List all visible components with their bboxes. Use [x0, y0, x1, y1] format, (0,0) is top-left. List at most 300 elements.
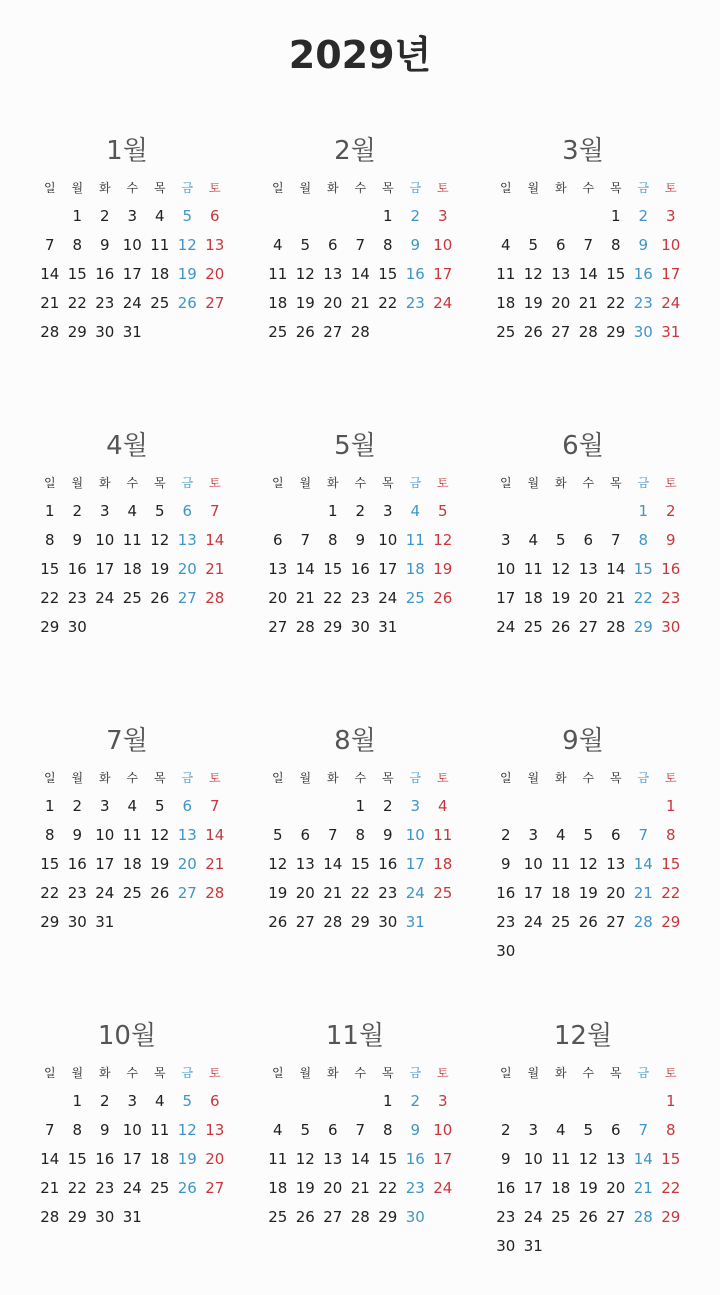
day-cell: 21 [350, 294, 370, 312]
day-cell: 19 [268, 884, 288, 902]
day-cell: 21 [350, 1179, 370, 1197]
day-cell: 27 [177, 884, 197, 902]
day-cell: 21 [205, 855, 225, 873]
weekday-header: 화 [98, 476, 111, 490]
weekday-header: 금 [637, 771, 650, 785]
day-cell: 21 [633, 1179, 653, 1197]
day-cell: 10 [122, 1121, 142, 1139]
weekday-header: 일 [43, 771, 56, 785]
day-cell: 5 [272, 826, 283, 844]
day-cell: 21 [205, 560, 225, 578]
day-cell: 25 [405, 589, 425, 607]
day-cell: 28 [606, 618, 626, 636]
day-cell: 11 [150, 1121, 170, 1139]
weekday-header: 토 [208, 1066, 221, 1080]
day-cell: 29 [350, 913, 370, 931]
weekday-header: 토 [436, 476, 449, 490]
day-cell: 17 [661, 265, 681, 283]
day-cell: 1 [665, 1092, 676, 1110]
day-cell: 13 [177, 826, 197, 844]
day-cell: 14 [205, 826, 225, 844]
weekday-header: 금 [409, 476, 422, 490]
day-cell: 4 [154, 207, 165, 225]
day-cell: 14 [578, 265, 598, 283]
day-cell: 12 [578, 1150, 598, 1168]
day-cell: 20 [205, 1150, 225, 1168]
day-cell: 23 [661, 589, 681, 607]
day-cell: 16 [405, 1150, 425, 1168]
day-cell: 3 [500, 531, 511, 549]
day-cell: 12 [268, 855, 288, 873]
day-cell: 6 [209, 207, 220, 225]
day-cell: 31 [405, 913, 425, 931]
day-cell: 11 [150, 236, 170, 254]
day-cell: 9 [72, 826, 83, 844]
day-cell: 28 [323, 913, 343, 931]
day-cell: 2 [665, 502, 676, 520]
day-cell: 3 [127, 1092, 138, 1110]
day-cell: 28 [205, 884, 225, 902]
weekday-header: 수 [126, 771, 139, 785]
day-cell: 2 [72, 502, 83, 520]
day-cell: 3 [382, 502, 393, 520]
day-cell: 6 [327, 1121, 338, 1139]
weekday-header: 일 [271, 181, 284, 195]
weekday-header: 수 [126, 476, 139, 490]
day-cell: 21 [606, 589, 626, 607]
weekday-header: 화 [554, 181, 567, 195]
weekday-header: 수 [126, 181, 139, 195]
day-cell: 15 [40, 855, 60, 873]
day-cell: 20 [578, 589, 598, 607]
day-cell: 25 [268, 323, 288, 341]
day-cell: 7 [44, 236, 55, 254]
day-cell: 31 [122, 323, 142, 341]
day-cell: 11 [268, 265, 288, 283]
day-cell: 27 [578, 618, 598, 636]
weekday-header: 토 [208, 181, 221, 195]
day-cell: 12 [433, 531, 453, 549]
weekday-header: 목 [381, 476, 394, 490]
day-cell: 7 [638, 1121, 649, 1139]
day-cell: 6 [209, 1092, 220, 1110]
day-cell: 11 [551, 1150, 571, 1168]
day-cell: 30 [67, 913, 87, 931]
weekday-header: 일 [499, 476, 512, 490]
day-cell: 6 [300, 826, 311, 844]
day-cell: 13 [323, 265, 343, 283]
weekday-header: 일 [271, 476, 284, 490]
day-cell: 11 [496, 265, 516, 283]
day-cell: 25 [150, 294, 170, 312]
weekday-header: 목 [609, 181, 622, 195]
day-cell: 19 [295, 294, 315, 312]
month-title: 11월 [325, 1021, 385, 1051]
day-cell: 4 [272, 1121, 283, 1139]
day-cell: 2 [500, 1121, 511, 1139]
day-cell: 30 [633, 323, 653, 341]
day-cell: 22 [40, 589, 60, 607]
day-cell: 26 [150, 884, 170, 902]
day-cell: 4 [410, 502, 421, 520]
day-cell: 18 [268, 294, 288, 312]
day-cell: 18 [551, 1179, 571, 1197]
weekday-header: 금 [181, 476, 194, 490]
day-cell: 28 [633, 1208, 653, 1226]
day-cell: 6 [182, 502, 193, 520]
day-cell: 4 [528, 531, 539, 549]
day-cell: 28 [578, 323, 598, 341]
day-cell: 25 [551, 913, 571, 931]
day-cell: 7 [610, 531, 621, 549]
weekday-header: 금 [637, 181, 650, 195]
day-cell: 2 [355, 502, 366, 520]
weekday-header: 화 [554, 1066, 567, 1080]
weekday-header: 월 [299, 476, 312, 490]
day-cell: 1 [44, 797, 55, 815]
day-cell: 30 [378, 913, 398, 931]
day-cell: 9 [99, 1121, 110, 1139]
day-cell: 25 [122, 884, 142, 902]
day-cell: 2 [638, 207, 649, 225]
day-cell: 15 [40, 560, 60, 578]
day-cell: 9 [500, 1150, 511, 1168]
day-cell: 29 [661, 1208, 681, 1226]
month-title: 9월 [562, 726, 604, 756]
day-cell: 11 [551, 855, 571, 873]
weekday-header: 토 [208, 476, 221, 490]
day-cell: 17 [523, 1179, 543, 1197]
day-cell: 23 [378, 884, 398, 902]
day-cell: 13 [295, 855, 315, 873]
day-cell: 12 [295, 265, 315, 283]
day-cell: 19 [578, 1179, 598, 1197]
day-cell: 10 [496, 560, 516, 578]
day-cell: 23 [95, 294, 115, 312]
day-cell: 14 [350, 265, 370, 283]
day-cell: 25 [122, 589, 142, 607]
day-cell: 19 [523, 294, 543, 312]
day-cell: 7 [355, 1121, 366, 1139]
day-cell: 22 [40, 884, 60, 902]
day-cell: 27 [295, 913, 315, 931]
day-cell: 7 [355, 236, 366, 254]
day-cell: 26 [295, 323, 315, 341]
day-cell: 9 [500, 855, 511, 873]
day-cell: 5 [528, 236, 539, 254]
day-cell: 30 [496, 1237, 516, 1255]
day-cell: 23 [405, 1179, 425, 1197]
day-cell: 25 [150, 1179, 170, 1197]
day-cell: 24 [523, 913, 543, 931]
day-cell: 17 [95, 560, 115, 578]
day-cell: 29 [67, 323, 87, 341]
weekday-header: 토 [436, 771, 449, 785]
day-cell: 30 [350, 618, 370, 636]
day-cell: 21 [578, 294, 598, 312]
day-cell: 31 [122, 1208, 142, 1226]
weekday-header: 월 [71, 1066, 84, 1080]
day-cell: 27 [323, 323, 343, 341]
day-cell: 19 [150, 855, 170, 873]
day-cell: 5 [182, 1092, 193, 1110]
weekday-header: 목 [381, 771, 394, 785]
weekday-header: 금 [409, 1066, 422, 1080]
weekday-header: 수 [582, 476, 595, 490]
day-cell: 31 [95, 913, 115, 931]
day-cell: 29 [606, 323, 626, 341]
day-cell: 20 [205, 265, 225, 283]
day-cell: 30 [496, 942, 516, 960]
day-cell: 1 [610, 207, 621, 225]
day-cell: 26 [177, 1179, 197, 1197]
day-cell: 23 [496, 913, 516, 931]
weekday-header: 화 [326, 1066, 339, 1080]
day-cell: 26 [578, 913, 598, 931]
day-cell: 25 [496, 323, 516, 341]
day-cell: 31 [378, 618, 398, 636]
day-cell: 21 [633, 884, 653, 902]
month-title: 6월 [562, 431, 604, 461]
weekday-header: 일 [499, 1066, 512, 1080]
day-cell: 16 [496, 1179, 516, 1197]
day-cell: 1 [638, 502, 649, 520]
day-cell: 17 [433, 1150, 453, 1168]
weekday-header: 금 [637, 476, 650, 490]
day-cell: 26 [150, 589, 170, 607]
day-cell: 10 [95, 531, 115, 549]
day-cell: 4 [127, 502, 138, 520]
day-cell: 13 [578, 560, 598, 578]
day-cell: 18 [150, 1150, 170, 1168]
day-cell: 22 [661, 884, 681, 902]
day-cell: 14 [350, 1150, 370, 1168]
day-cell: 15 [378, 1150, 398, 1168]
day-cell: 16 [350, 560, 370, 578]
weekday-header: 일 [271, 771, 284, 785]
day-cell: 24 [661, 294, 681, 312]
day-cell: 8 [638, 531, 649, 549]
day-cell: 17 [378, 560, 398, 578]
weekday-header: 목 [381, 181, 394, 195]
day-cell: 11 [122, 826, 142, 844]
day-cell: 15 [633, 560, 653, 578]
day-cell: 3 [99, 797, 110, 815]
day-cell: 11 [122, 531, 142, 549]
day-cell: 9 [382, 826, 393, 844]
day-cell: 10 [95, 826, 115, 844]
weekday-header: 일 [499, 771, 512, 785]
day-cell: 15 [67, 1150, 87, 1168]
month-title: 10월 [97, 1021, 157, 1051]
day-cell: 9 [665, 531, 676, 549]
day-cell: 9 [410, 236, 421, 254]
weekday-header: 월 [71, 476, 84, 490]
day-cell: 26 [295, 1208, 315, 1226]
day-cell: 11 [523, 560, 543, 578]
day-cell: 29 [40, 618, 60, 636]
day-cell: 20 [606, 884, 626, 902]
day-cell: 15 [350, 855, 370, 873]
day-cell: 28 [350, 323, 370, 341]
day-cell: 28 [633, 913, 653, 931]
day-cell: 16 [633, 265, 653, 283]
day-cell: 25 [268, 1208, 288, 1226]
day-cell: 3 [528, 1121, 539, 1139]
day-cell: 3 [528, 826, 539, 844]
day-cell: 11 [405, 531, 425, 549]
day-cell: 18 [122, 560, 142, 578]
day-cell: 14 [295, 560, 315, 578]
weekday-header: 수 [354, 181, 367, 195]
day-cell: 30 [95, 323, 115, 341]
day-cell: 1 [665, 797, 676, 815]
day-cell: 3 [437, 207, 448, 225]
day-cell: 6 [272, 531, 283, 549]
day-cell: 29 [323, 618, 343, 636]
day-cell: 1 [355, 797, 366, 815]
day-cell: 1 [327, 502, 338, 520]
weekday-header: 일 [43, 1066, 56, 1080]
day-cell: 25 [551, 1208, 571, 1226]
weekday-header: 토 [664, 476, 677, 490]
day-cell: 2 [410, 207, 421, 225]
day-cell: 24 [122, 1179, 142, 1197]
day-cell: 5 [300, 1121, 311, 1139]
day-cell: 24 [433, 294, 453, 312]
day-cell: 18 [523, 589, 543, 607]
day-cell: 20 [323, 1179, 343, 1197]
day-cell: 27 [205, 1179, 225, 1197]
day-cell: 6 [610, 826, 621, 844]
weekday-header: 화 [326, 476, 339, 490]
weekday-header: 수 [354, 476, 367, 490]
day-cell: 15 [323, 560, 343, 578]
day-cell: 6 [555, 236, 566, 254]
weekday-header: 목 [609, 476, 622, 490]
weekday-header: 화 [98, 771, 111, 785]
weekday-header: 월 [299, 771, 312, 785]
day-cell: 10 [433, 1121, 453, 1139]
day-cell: 8 [44, 531, 55, 549]
day-cell: 28 [350, 1208, 370, 1226]
day-cell: 12 [295, 1150, 315, 1168]
day-cell: 12 [578, 855, 598, 873]
weekday-header: 토 [664, 1066, 677, 1080]
weekday-header: 일 [499, 181, 512, 195]
day-cell: 16 [95, 1150, 115, 1168]
day-cell: 12 [177, 236, 197, 254]
day-cell: 1 [72, 207, 83, 225]
day-cell: 5 [154, 502, 165, 520]
day-cell: 9 [638, 236, 649, 254]
day-cell: 22 [67, 294, 87, 312]
weekday-header: 목 [381, 1066, 394, 1080]
day-cell: 11 [268, 1150, 288, 1168]
day-cell: 28 [40, 1208, 60, 1226]
day-cell: 6 [182, 797, 193, 815]
month-title: 12월 [553, 1021, 613, 1051]
weekday-header: 목 [153, 1066, 166, 1080]
day-cell: 2 [410, 1092, 421, 1110]
weekday-header: 월 [527, 1066, 540, 1080]
day-cell: 10 [523, 1150, 543, 1168]
day-cell: 19 [177, 265, 197, 283]
day-cell: 27 [551, 323, 571, 341]
weekday-header: 금 [637, 1066, 650, 1080]
day-cell: 10 [405, 826, 425, 844]
day-cell: 27 [268, 618, 288, 636]
day-cell: 19 [578, 884, 598, 902]
day-cell: 21 [323, 884, 343, 902]
day-cell: 13 [323, 1150, 343, 1168]
day-cell: 8 [44, 826, 55, 844]
day-cell: 3 [665, 207, 676, 225]
day-cell: 27 [205, 294, 225, 312]
weekday-header: 수 [582, 771, 595, 785]
day-cell: 15 [67, 265, 87, 283]
day-cell: 1 [44, 502, 55, 520]
weekday-header: 화 [98, 1066, 111, 1080]
weekday-header: 목 [609, 1066, 622, 1080]
day-cell: 26 [268, 913, 288, 931]
day-cell: 25 [523, 618, 543, 636]
day-cell: 24 [95, 884, 115, 902]
month-title: 3월 [562, 136, 604, 166]
day-cell: 23 [633, 294, 653, 312]
day-cell: 4 [555, 826, 566, 844]
day-cell: 17 [122, 265, 142, 283]
weekday-header: 화 [554, 771, 567, 785]
day-cell: 9 [355, 531, 366, 549]
weekday-header: 수 [582, 1066, 595, 1080]
day-cell: 20 [177, 855, 197, 873]
weekday-header: 목 [609, 771, 622, 785]
day-cell: 23 [67, 884, 87, 902]
day-cell: 12 [523, 265, 543, 283]
day-cell: 23 [95, 1179, 115, 1197]
day-cell: 4 [500, 236, 511, 254]
day-cell: 8 [382, 236, 393, 254]
day-cell: 8 [327, 531, 338, 549]
day-cell: 24 [496, 618, 516, 636]
day-cell: 19 [177, 1150, 197, 1168]
day-cell: 10 [523, 855, 543, 873]
day-cell: 27 [606, 1208, 626, 1226]
weekday-header: 화 [98, 181, 111, 195]
day-cell: 29 [633, 618, 653, 636]
day-cell: 22 [633, 589, 653, 607]
day-cell: 29 [378, 1208, 398, 1226]
day-cell: 12 [150, 826, 170, 844]
day-cell: 5 [583, 826, 594, 844]
day-cell: 8 [665, 826, 676, 844]
weekday-header: 목 [153, 771, 166, 785]
day-cell: 4 [555, 1121, 566, 1139]
day-cell: 3 [127, 207, 138, 225]
month-title: 4월 [106, 431, 148, 461]
day-cell: 17 [122, 1150, 142, 1168]
day-cell: 18 [433, 855, 453, 873]
weekday-header: 화 [554, 476, 567, 490]
day-cell: 7 [327, 826, 338, 844]
day-cell: 18 [551, 884, 571, 902]
day-cell: 13 [205, 1121, 225, 1139]
weekday-header: 일 [43, 181, 56, 195]
day-cell: 1 [382, 207, 393, 225]
day-cell: 17 [433, 265, 453, 283]
day-cell: 15 [661, 1150, 681, 1168]
